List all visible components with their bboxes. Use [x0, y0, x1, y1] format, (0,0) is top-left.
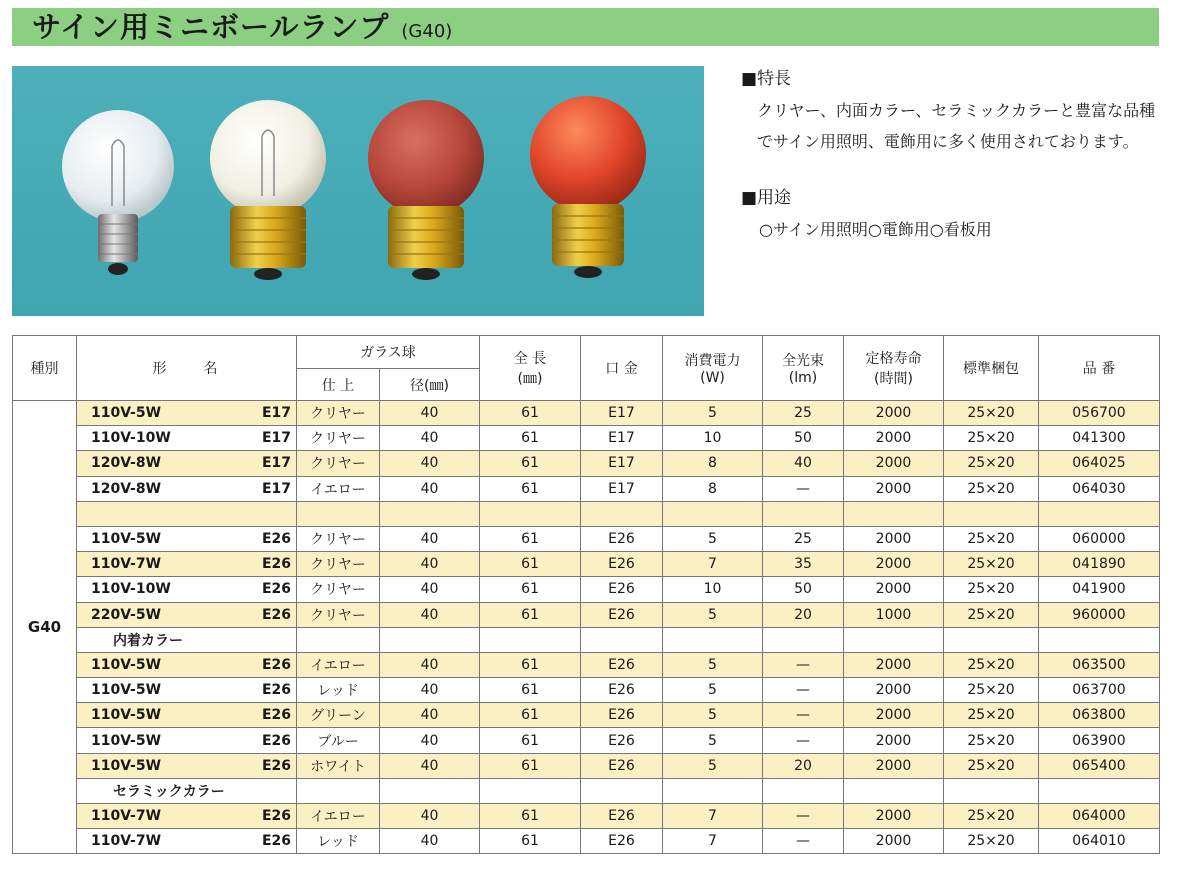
flux-cell: 20 — [763, 753, 844, 778]
length-cell: 61 — [480, 401, 581, 426]
bulbs-illustration — [12, 66, 704, 316]
finish-cell: クリヤー — [297, 552, 380, 577]
flux-cell: — — [763, 678, 844, 703]
diameter-cell: 40 — [380, 526, 480, 551]
code-cell: 056700 — [1039, 401, 1160, 426]
power-cell: 5 — [663, 678, 763, 703]
empty-cell — [581, 778, 663, 803]
pack-cell: 25×20 — [944, 476, 1039, 501]
empty-cell — [763, 627, 844, 652]
code-cell: 064010 — [1039, 829, 1160, 854]
pack-cell: 25×20 — [944, 753, 1039, 778]
power-cell: 5 — [663, 602, 763, 627]
kind-cell: G40 — [13, 401, 77, 854]
empty-cell — [581, 501, 663, 526]
empty-cell — [844, 778, 944, 803]
header-finish: 仕 上 — [297, 369, 380, 401]
table-row — [13, 401, 1160, 426]
empty-cell — [763, 778, 844, 803]
life-cell: 1000 — [844, 602, 944, 627]
base-cell: E26 — [581, 652, 663, 677]
table-row — [13, 829, 1160, 854]
flux-cell: 20 — [763, 602, 844, 627]
table-row — [13, 602, 1160, 627]
model-base-label: E26 — [261, 808, 291, 825]
model-base-label: E26 — [261, 682, 291, 699]
model-base-label: E17 — [261, 455, 291, 472]
features-body: クリヤー、内面カラー、セラミックカラーと豊富な品種でサイン用照明、電飾用に多く使用されております。 — [757, 101, 1156, 151]
section-row — [13, 778, 1160, 803]
base-cell: E26 — [581, 804, 663, 829]
finish-cell: レッド — [297, 678, 380, 703]
empty-cell — [581, 627, 663, 652]
model-base-label: E26 — [261, 556, 291, 573]
life-cell: 2000 — [844, 476, 944, 501]
table-row — [13, 652, 1160, 677]
code-cell: 065400 — [1039, 753, 1160, 778]
model-base-label: E26 — [261, 707, 291, 724]
table-row — [13, 728, 1160, 753]
length-cell: 61 — [480, 652, 581, 677]
base-cell: E26 — [581, 577, 663, 602]
length-cell: 61 — [480, 476, 581, 501]
code-cell: 064025 — [1039, 451, 1160, 476]
life-cell: 2000 — [844, 804, 944, 829]
table-row — [13, 426, 1160, 451]
header-length: 全 長 (㎜) — [480, 336, 581, 401]
model-name: 120V-8W — [91, 480, 162, 497]
empty-cell — [844, 627, 944, 652]
flux-cell: — — [763, 703, 844, 728]
model-cell — [77, 753, 297, 778]
empty-cell — [763, 501, 844, 526]
flux-cell: — — [763, 829, 844, 854]
header-life: 定格寿命 (時間) — [844, 336, 944, 401]
length-cell: 61 — [480, 426, 581, 451]
empty-cell — [297, 778, 380, 803]
length-cell: 61 — [480, 526, 581, 551]
model-cell — [77, 652, 297, 677]
title-bar — [12, 8, 1159, 46]
finish-cell: グリーン — [297, 703, 380, 728]
empty-cell — [663, 501, 763, 526]
model-name: 110V-7W — [91, 808, 162, 825]
flux-cell: — — [763, 652, 844, 677]
header-diameter: 径(㎜) — [380, 369, 480, 401]
model-name: 220V-5W — [91, 606, 162, 623]
spec-table-body — [13, 401, 1160, 854]
finish-cell: クリヤー — [297, 602, 380, 627]
diameter-cell: 40 — [380, 577, 480, 602]
table-row — [13, 476, 1160, 501]
power-cell: 5 — [663, 526, 763, 551]
pack-cell: 25×20 — [944, 426, 1039, 451]
pack-cell: 25×20 — [944, 451, 1039, 476]
empty-cell — [944, 501, 1039, 526]
diameter-cell: 40 — [380, 602, 480, 627]
length-cell: 61 — [480, 678, 581, 703]
model-cell — [77, 577, 297, 602]
model-cell — [77, 728, 297, 753]
pack-cell: 25×20 — [944, 552, 1039, 577]
length-cell: 61 — [480, 829, 581, 854]
flux-cell: 40 — [763, 451, 844, 476]
model-name: 110V-5W — [91, 531, 162, 548]
pack-cell: 25×20 — [944, 526, 1039, 551]
table-row — [13, 703, 1160, 728]
code-cell: 960000 — [1039, 602, 1160, 627]
empty-cell — [1039, 501, 1160, 526]
base-cell: E26 — [581, 552, 663, 577]
base-cell: E26 — [581, 526, 663, 551]
code-cell: 064000 — [1039, 804, 1160, 829]
model-name: 110V-5W — [91, 732, 162, 749]
header-code: 品 番 — [1039, 336, 1160, 401]
base-cell: E26 — [581, 829, 663, 854]
model-base-label: E26 — [261, 581, 291, 598]
life-cell: 2000 — [844, 703, 944, 728]
code-cell: 063700 — [1039, 678, 1160, 703]
life-cell: 2000 — [844, 577, 944, 602]
header-model: 形 名 — [77, 336, 297, 401]
table-row — [13, 451, 1160, 476]
page-title: サイン用ミニボールランプ — [32, 10, 390, 44]
table-row — [13, 501, 1160, 526]
model-name: 110V-10W — [91, 581, 171, 598]
life-cell: 2000 — [844, 753, 944, 778]
length-cell: 61 — [480, 577, 581, 602]
flux-cell: — — [763, 476, 844, 501]
model-name: 110V-5W — [91, 707, 162, 724]
empty-cell — [944, 778, 1039, 803]
model-base-label: E26 — [261, 757, 291, 774]
diameter-cell: 40 — [380, 804, 480, 829]
base-cell: E26 — [581, 753, 663, 778]
diameter-cell: 40 — [380, 678, 480, 703]
model-name: 120V-8W — [91, 455, 162, 472]
model-cell — [77, 703, 297, 728]
table-row — [13, 552, 1160, 577]
diameter-cell: 40 — [380, 552, 480, 577]
model-name: 110V-5W — [91, 682, 162, 699]
length-cell: 61 — [480, 703, 581, 728]
length-cell: 61 — [480, 602, 581, 627]
life-cell: 2000 — [844, 426, 944, 451]
model-base-label: E26 — [261, 732, 291, 749]
length-cell: 61 — [480, 728, 581, 753]
empty-cell — [663, 778, 763, 803]
length-cell: 61 — [480, 804, 581, 829]
life-cell: 2000 — [844, 451, 944, 476]
model-base-label: E17 — [261, 430, 291, 447]
model-base-label: E26 — [261, 656, 291, 673]
features-heading: ■特長 — [741, 69, 792, 89]
power-cell: 7 — [663, 804, 763, 829]
code-cell: 041300 — [1039, 426, 1160, 451]
life-cell: 2000 — [844, 728, 944, 753]
section-label: 内着カラー — [77, 627, 297, 652]
power-cell: 10 — [663, 426, 763, 451]
section-row — [13, 627, 1160, 652]
diameter-cell: 40 — [380, 703, 480, 728]
spec-table — [12, 335, 1160, 854]
diameter-cell: 40 — [380, 652, 480, 677]
flux-cell: 50 — [763, 577, 844, 602]
power-cell: 5 — [663, 652, 763, 677]
empty-cell — [1039, 627, 1160, 652]
diameter-cell: 40 — [380, 426, 480, 451]
description-panel — [741, 64, 1161, 245]
section-label: セラミックカラー — [77, 778, 297, 803]
empty-cell — [480, 778, 581, 803]
code-cell: 063800 — [1039, 703, 1160, 728]
power-cell: 8 — [663, 476, 763, 501]
length-cell: 61 — [480, 753, 581, 778]
diameter-cell: 40 — [380, 401, 480, 426]
code-cell: 064030 — [1039, 476, 1160, 501]
empty-cell — [480, 501, 581, 526]
finish-cell: イエロー — [297, 804, 380, 829]
clear-bulb-e26-icon — [210, 100, 326, 280]
model-cell — [77, 476, 297, 501]
model-base-label: E26 — [261, 833, 291, 850]
pack-cell: 25×20 — [944, 703, 1039, 728]
life-cell: 2000 — [844, 829, 944, 854]
length-cell: 61 — [480, 552, 581, 577]
empty-cell — [663, 627, 763, 652]
power-cell: 7 — [663, 552, 763, 577]
model-cell — [77, 526, 297, 551]
finish-cell: クリヤー — [297, 451, 380, 476]
diameter-cell: 40 — [380, 476, 480, 501]
life-cell: 2000 — [844, 678, 944, 703]
flux-cell: 35 — [763, 552, 844, 577]
flux-cell: — — [763, 728, 844, 753]
length-cell: 61 — [480, 451, 581, 476]
empty-cell — [380, 627, 480, 652]
base-cell: E17 — [581, 476, 663, 501]
table-row — [13, 804, 1160, 829]
finish-cell: ホワイト — [297, 753, 380, 778]
pack-cell: 25×20 — [944, 678, 1039, 703]
code-cell: 063900 — [1039, 728, 1160, 753]
clear-bulb-e17-icon — [62, 110, 174, 275]
flux-cell: — — [763, 804, 844, 829]
base-cell: E26 — [581, 703, 663, 728]
code-cell: 041890 — [1039, 552, 1160, 577]
table-row — [13, 678, 1160, 703]
flux-cell: 25 — [763, 401, 844, 426]
diameter-cell: 40 — [380, 753, 480, 778]
model-cell — [77, 804, 297, 829]
model-cell — [77, 451, 297, 476]
power-cell: 5 — [663, 401, 763, 426]
header-flux: 全光束 (lm) — [763, 336, 844, 401]
life-cell: 2000 — [844, 401, 944, 426]
pack-cell: 25×20 — [944, 728, 1039, 753]
header-base: 口 金 — [581, 336, 663, 401]
diameter-cell: 40 — [380, 728, 480, 753]
finish-cell: イエロー — [297, 652, 380, 677]
ceramic-red-bulb-icon — [530, 96, 646, 278]
code-cell: 041900 — [1039, 577, 1160, 602]
power-cell: 5 — [663, 703, 763, 728]
base-cell: E17 — [581, 451, 663, 476]
code-cell: 060000 — [1039, 526, 1160, 551]
finish-cell: クリヤー — [297, 426, 380, 451]
code-cell: 063500 — [1039, 652, 1160, 677]
pack-cell: 25×20 — [944, 577, 1039, 602]
flux-cell: 25 — [763, 526, 844, 551]
model-cell — [77, 426, 297, 451]
pack-cell: 25×20 — [944, 602, 1039, 627]
pack-cell: 25×20 — [944, 401, 1039, 426]
model-base-label: E17 — [261, 405, 291, 422]
power-cell: 5 — [663, 753, 763, 778]
table-row — [13, 526, 1160, 551]
life-cell: 2000 — [844, 652, 944, 677]
uses-heading: ■用途 — [741, 188, 792, 208]
model-name: 110V-7W — [91, 556, 162, 573]
uses-list: ○サイン用照明○電飾用○看板用 — [759, 220, 992, 239]
finish-cell: クリヤー — [297, 401, 380, 426]
empty-cell — [1039, 778, 1160, 803]
product-photo — [12, 66, 704, 316]
model-cell — [77, 678, 297, 703]
red-inner-bulb-icon — [368, 100, 484, 280]
table-row — [13, 753, 1160, 778]
model-name: 110V-7W — [91, 833, 162, 850]
power-cell: 5 — [663, 728, 763, 753]
model-base-label: E26 — [261, 531, 291, 548]
model-name: 110V-5W — [91, 656, 162, 673]
life-cell: 2000 — [844, 526, 944, 551]
base-cell: E17 — [581, 401, 663, 426]
life-cell: 2000 — [844, 552, 944, 577]
pack-cell: 25×20 — [944, 804, 1039, 829]
pack-cell: 25×20 — [944, 652, 1039, 677]
model-cell — [77, 552, 297, 577]
power-cell: 10 — [663, 577, 763, 602]
model-name: 110V-5W — [91, 405, 162, 422]
empty-cell — [944, 627, 1039, 652]
base-cell: E26 — [581, 728, 663, 753]
finish-cell: レッド — [297, 829, 380, 854]
base-cell: E26 — [581, 678, 663, 703]
header-glass: ガラス球 — [297, 336, 480, 369]
table-row — [13, 577, 1160, 602]
model-cell — [77, 401, 297, 426]
page-subtitle: (G40) — [401, 21, 453, 42]
empty-cell — [844, 501, 944, 526]
diameter-cell: 40 — [380, 829, 480, 854]
finish-cell: ブルー — [297, 728, 380, 753]
header-kind: 種別 — [13, 336, 77, 401]
empty-cell — [380, 501, 480, 526]
pack-cell: 25×20 — [944, 829, 1039, 854]
header-power: 消費電力 (W) — [663, 336, 763, 401]
model-base-label: E17 — [261, 480, 291, 497]
empty-cell — [297, 501, 380, 526]
power-cell: 7 — [663, 829, 763, 854]
empty-cell — [297, 627, 380, 652]
empty-cell — [480, 627, 581, 652]
model-cell — [77, 829, 297, 854]
model-base-label: E26 — [261, 606, 291, 623]
model-name: 110V-5W — [91, 757, 162, 774]
diameter-cell: 40 — [380, 451, 480, 476]
empty-cell — [77, 501, 297, 526]
empty-cell — [380, 778, 480, 803]
model-name: 110V-10W — [91, 430, 171, 447]
finish-cell: クリヤー — [297, 577, 380, 602]
flux-cell: 50 — [763, 426, 844, 451]
finish-cell: イエロー — [297, 476, 380, 501]
base-cell: E26 — [581, 602, 663, 627]
model-cell — [77, 602, 297, 627]
power-cell: 8 — [663, 451, 763, 476]
finish-cell: クリヤー — [297, 526, 380, 551]
header-pack: 標準梱包 — [944, 336, 1039, 401]
base-cell: E17 — [581, 426, 663, 451]
